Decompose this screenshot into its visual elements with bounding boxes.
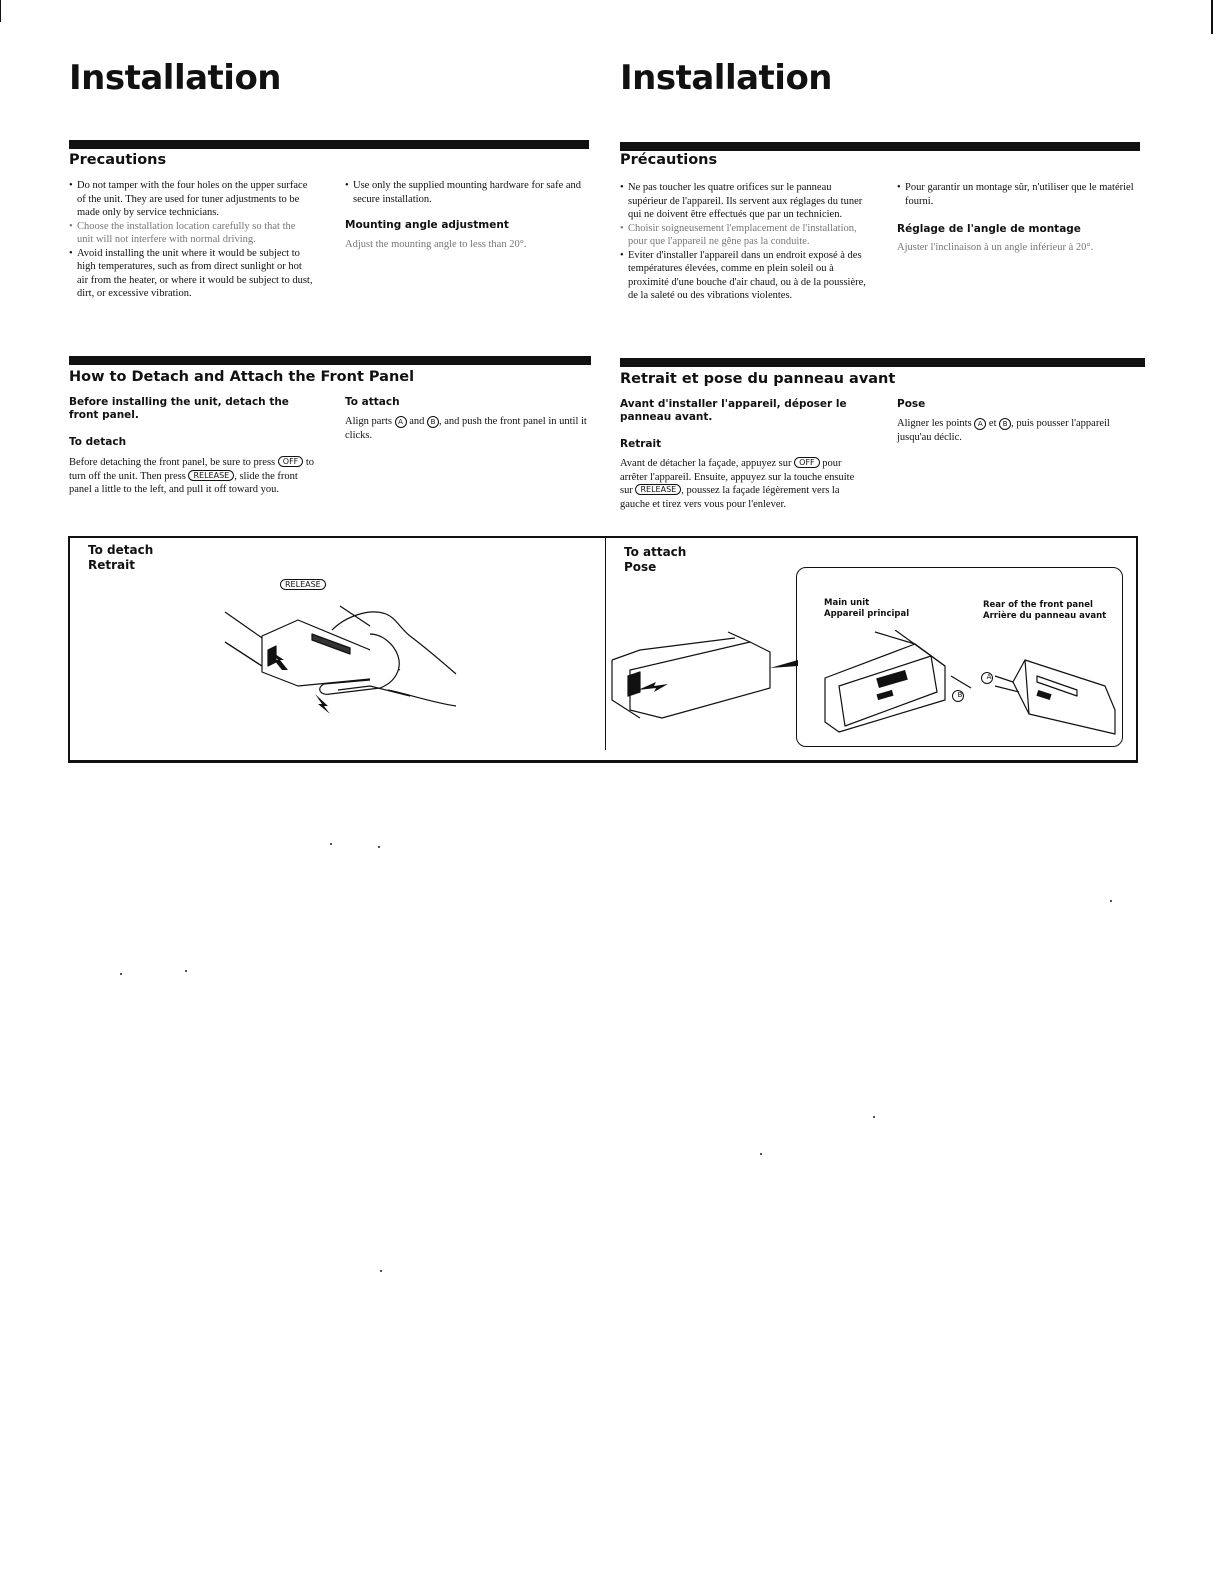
page-title-fr: Installation (620, 58, 833, 98)
list-item: • Ne pas toucher les quatre orifices sur le panneau supérieur de l'appareil. Ils servent aux réglages du tuner qui ne doivent être effectués que par un technicien. (620, 181, 870, 222)
mark-a-symbol: A (974, 418, 986, 430)
detach-text-part: , slide the front panel a little to the left, and pull it off toward you. (69, 470, 298, 495)
precautions-heading-en: Precautions (69, 152, 167, 168)
attach-illustration-small (610, 630, 800, 725)
section-rule (620, 142, 1140, 151)
illustration-divider (605, 538, 606, 750)
section-rule (69, 356, 591, 365)
panel-before-en: Before installing the unit, detach the front panel. (69, 396, 289, 421)
off-key-label: OFF (794, 457, 820, 468)
figure-release-key: RELEASE (280, 579, 326, 590)
figure-detach-label-en: To detach (88, 543, 154, 557)
margin-mark (0, 0, 1, 22)
page-title-en: Installation (69, 58, 282, 98)
detach-text-part: to turn off the unit. Then press (69, 457, 315, 482)
off-key-label: OFF (278, 456, 304, 467)
scan-speck (378, 846, 380, 848)
attach-text-fr (897, 417, 1142, 444)
rear-panel-label-en: Rear of the front panel (983, 600, 1093, 610)
detach-text-part: Before detaching the front panel, be sure to press (69, 457, 276, 468)
attach-text-part: Aligner les points (897, 418, 972, 429)
detach-text-part: , poussez la façade légèrement vers la gauche et tirez vers vous pour l'enlever. (620, 485, 840, 510)
attach-heading-fr: Pose (897, 398, 926, 410)
scan-speck (380, 1270, 382, 1272)
scan-speck (185, 970, 187, 972)
main-unit-label-fr: Appareil principal (824, 609, 910, 619)
main-unit-label-en: Main unit (824, 598, 870, 608)
scan-speck (1110, 900, 1112, 902)
attach-detail-illustration (815, 630, 1120, 740)
detach-heading-fr: Retrait (620, 438, 662, 450)
scan-speck (873, 1116, 875, 1118)
precautions-list-fr (620, 181, 870, 303)
attach-text-part: et (988, 418, 997, 429)
attach-text-part: Align parts (345, 416, 392, 427)
mark-a-symbol: A (395, 416, 407, 428)
list-item: • Use only the supplied mounting hardware for safe and secure installation. (345, 179, 585, 206)
list-item: • Do not tamper with the four holes on the upper surface of the unit. They are used for tuner adjustments to be made only by service technicians. (69, 179, 314, 220)
detach-heading-en: To detach (69, 436, 127, 448)
mounting-heading-fr: Réglage de l'angle de montage (897, 223, 1081, 235)
figure-attach-labels (624, 545, 686, 575)
detail-mark-b: B (957, 691, 963, 699)
rear-panel-label-fr: Arrière du panneau avant (983, 611, 1107, 621)
figure-attach-label-fr: Pose (624, 560, 657, 574)
list-item: • Eviter d'installer l'appareil dans un endroit exposé à des températures élevées, comme en plein soleil ou à proximité d'une bouche d'air chaud, ou à de la poussière, de la saleté ou des vibrations violentes. (620, 249, 870, 303)
mounting-text-en: Adjust the mounting angle to less than 20°. (345, 239, 527, 250)
figure-detach-labels (88, 543, 153, 573)
scan-speck (330, 843, 332, 845)
release-key-label: RELEASE (188, 470, 234, 481)
detach-text-en (69, 456, 321, 497)
detail-mark-a: A (986, 673, 992, 681)
scan-speck (760, 1153, 762, 1155)
attach-text-en (345, 415, 590, 442)
attach-text-part: and (409, 416, 425, 427)
list-item: • Avoid installing the unit where it would be subject to high temperatures, such as from direct sunlight or hot air from the heater, or where it would be subject to dust, dirt, or excessive vibration. (69, 247, 314, 301)
list-item: • Choisir soigneusement l'emplacement de l'installation, pour que l'appareil ne gêne pas la conduite. (620, 222, 870, 249)
panel-heading-fr: Retrait et pose du panneau avant (620, 371, 896, 387)
main-unit-label (824, 598, 909, 620)
section-rule (69, 140, 589, 149)
list-item: • Pour garantir un montage sûr, n'utiliser que le matériel fourni. (897, 181, 1137, 208)
detach-text-part: Avant de détacher la façade, appuyez sur (620, 458, 792, 469)
panel-before-fr: Avant d'installer l'appareil, déposer le panneau avant. (620, 398, 847, 423)
mark-b-symbol: B (999, 418, 1011, 430)
release-key-label: RELEASE (635, 484, 681, 495)
section-rule (620, 358, 1145, 367)
attach-text-part: , and push the front panel in until it clicks. (345, 416, 587, 441)
margin-mark (1211, 0, 1213, 34)
mark-b-symbol: B (427, 416, 439, 428)
detach-text-fr (620, 457, 868, 511)
precautions-list-en-2 (345, 179, 585, 206)
mounting-heading-en: Mounting angle adjustment (345, 219, 509, 231)
scan-speck (120, 973, 122, 975)
attach-heading-en: To attach (345, 396, 400, 408)
precautions-list-fr-2 (897, 181, 1137, 208)
attach-text-part: , puis pousser l'appareil jusqu'au déclic. (897, 418, 1110, 443)
precautions-heading-fr: Précautions (620, 152, 718, 168)
figure-attach-label-en: To attach (624, 545, 687, 559)
detach-illustration (220, 590, 470, 720)
figure-detach-label-fr: Retrait (88, 558, 135, 572)
detach-text-part: pour arrêter l'appareil. Ensuite, appuyez sur la touche ensuite sur (620, 458, 855, 496)
panel-heading-en: How to Detach and Attach the Front Panel (69, 369, 415, 385)
rear-panel-label (983, 600, 1106, 622)
precautions-list-en (69, 179, 314, 301)
mounting-text-fr: Ajuster l'inclinaison à un angle inférieur à 20°. (897, 242, 1094, 253)
list-item: • Choose the installation location carefully so that the unit will not interfere with normal driving. (69, 220, 314, 247)
